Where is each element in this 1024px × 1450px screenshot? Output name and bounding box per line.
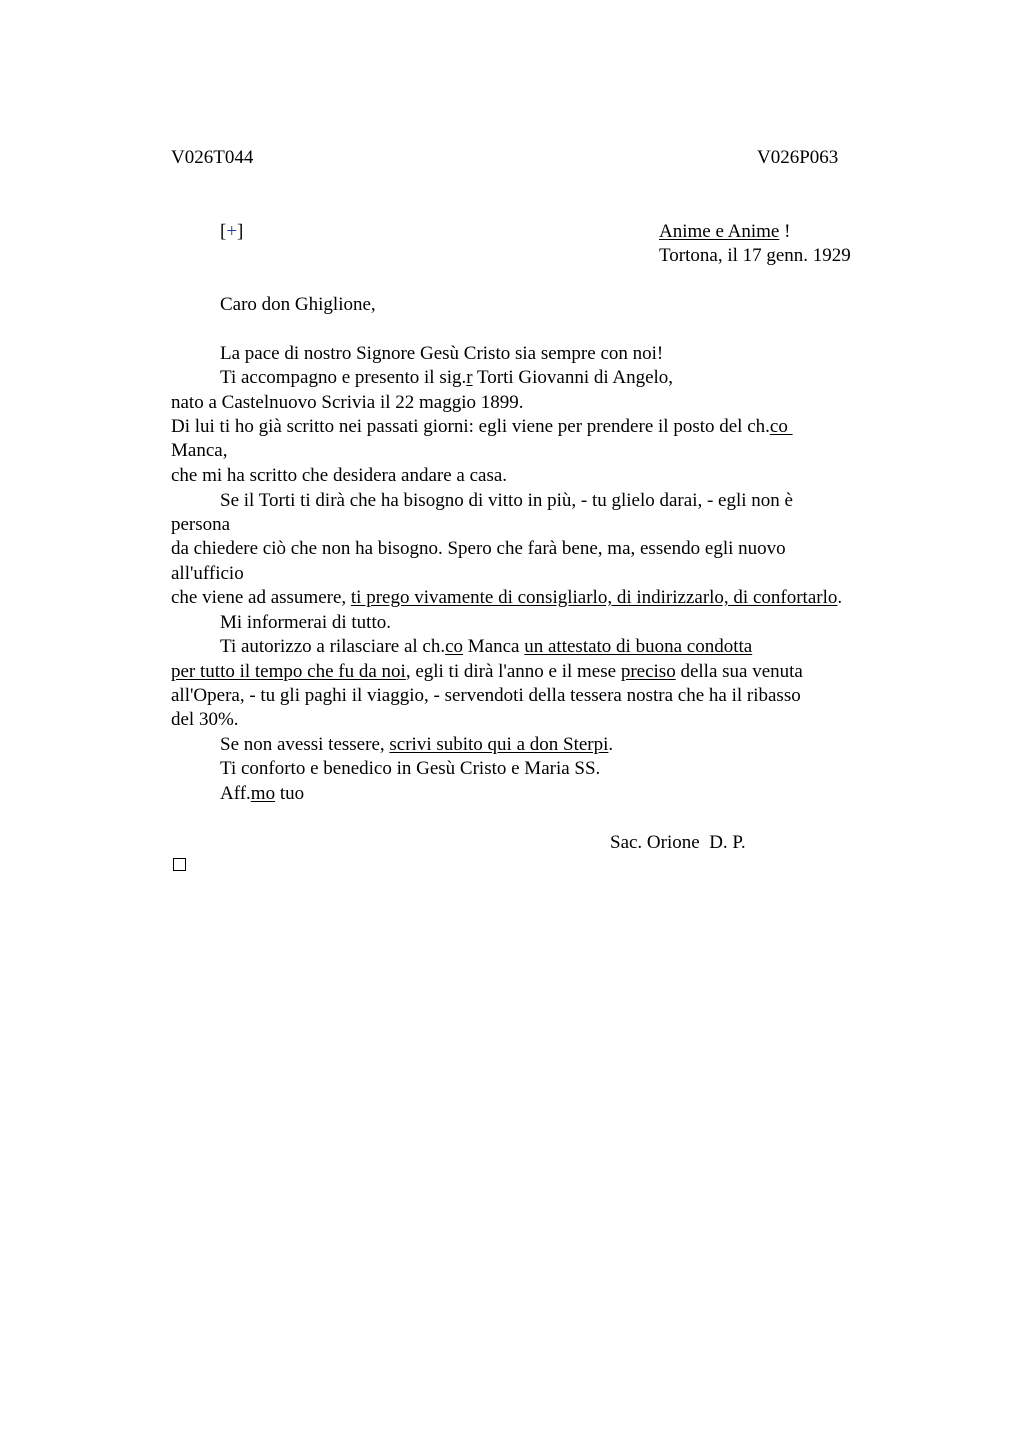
- end-box-icon: [173, 858, 186, 871]
- underlined-word: preciso: [620, 661, 676, 682]
- body-line: [171, 586, 842, 610]
- marker-open-bracket: [: [220, 221, 227, 242]
- body-line: Mi informerai di tutto.: [220, 612, 391, 633]
- text-run: .: [837, 587, 843, 608]
- body-line: persona: [171, 514, 231, 535]
- body-line: del 30%.: [171, 709, 239, 730]
- plus-link[interactable]: +: [226, 221, 238, 242]
- dateline-title: [659, 220, 790, 244]
- cross-marker: [220, 220, 243, 244]
- underlined-phrase: ti prego vivamente di consigliarlo, di indirizzarlo, di confortarlo: [350, 587, 838, 608]
- text-run: Se non avessi tessere,: [220, 734, 390, 755]
- text-run: Manca: [463, 636, 525, 657]
- body-line: [171, 415, 793, 439]
- body-line: [220, 366, 673, 390]
- dateline-title-text: Anime e Anime: [659, 221, 780, 242]
- marker-close-bracket: ]: [237, 221, 244, 242]
- body-line: Manca,: [171, 440, 228, 461]
- text-run: .: [608, 734, 614, 755]
- abbrev-superscript: mo: [250, 783, 276, 804]
- dateline-title-end: !: [779, 221, 791, 242]
- underlined-phrase: scrivi subito qui a don Sterpi: [389, 734, 609, 755]
- body-line: [220, 635, 752, 659]
- text-run: , egli ti dirà l'anno e il mese: [405, 661, 621, 682]
- salutation: Caro don Ghiglione,: [220, 294, 376, 315]
- body-line: [220, 733, 613, 757]
- text-run: tuo: [275, 783, 305, 804]
- header-right-code: V026P063: [757, 147, 839, 168]
- closing-line: [220, 782, 304, 806]
- text-run: che viene ad assumere,: [171, 587, 351, 608]
- body-line: La pace di nostro Signore Gesù Cristo sia sempre con noi!: [220, 343, 664, 364]
- abbrev-superscript: co: [445, 636, 464, 657]
- underlined-phrase: per tutto il tempo che fu da noi: [171, 661, 406, 682]
- dateline-place-date: Tortona, il 17 genn. 1929: [659, 245, 851, 266]
- text-run: della sua venuta: [675, 661, 803, 682]
- underlined-phrase: un attestato di buona condotta: [524, 636, 753, 657]
- signature: Sac. Orione D. P.: [610, 832, 746, 853]
- text-run: Ti accompagno e presento il sig.: [220, 367, 467, 388]
- text-run: Aff.: [220, 783, 251, 804]
- text-run: Ti autorizzo a rilasciare al ch.: [220, 636, 446, 657]
- body-line: all'ufficio: [171, 563, 244, 584]
- text-run: Di lui ti ho già scritto nei passati giorni: egli viene per prendere il posto del ch.: [171, 416, 770, 437]
- abbrev-superscript: co: [769, 416, 793, 437]
- body-line: nato a Castelnuovo Scrivia il 22 maggio 1899.: [171, 392, 524, 413]
- body-line: Se il Torti ti dirà che ha bisogno di vitto in più, - tu glielo darai, - egli non è: [220, 490, 793, 511]
- abbrev-superscript: r: [466, 367, 473, 388]
- body-line: all'Opera, - tu gli paghi il viaggio, - servendoti della tessera nostra che ha il ribasso: [171, 685, 801, 706]
- body-line: da chiedere ciò che non ha bisogno. Spero che farà bene, ma, essendo egli nuovo: [171, 538, 786, 559]
- body-line: [171, 660, 803, 684]
- text-run: Torti Giovanni di Angelo,: [472, 367, 674, 388]
- body-line: che mi ha scritto che desidera andare a casa.: [171, 465, 508, 486]
- body-line: Ti conforto e benedico in Gesù Cristo e Maria SS.: [220, 758, 601, 779]
- header-left-code: V026T044: [171, 147, 254, 168]
